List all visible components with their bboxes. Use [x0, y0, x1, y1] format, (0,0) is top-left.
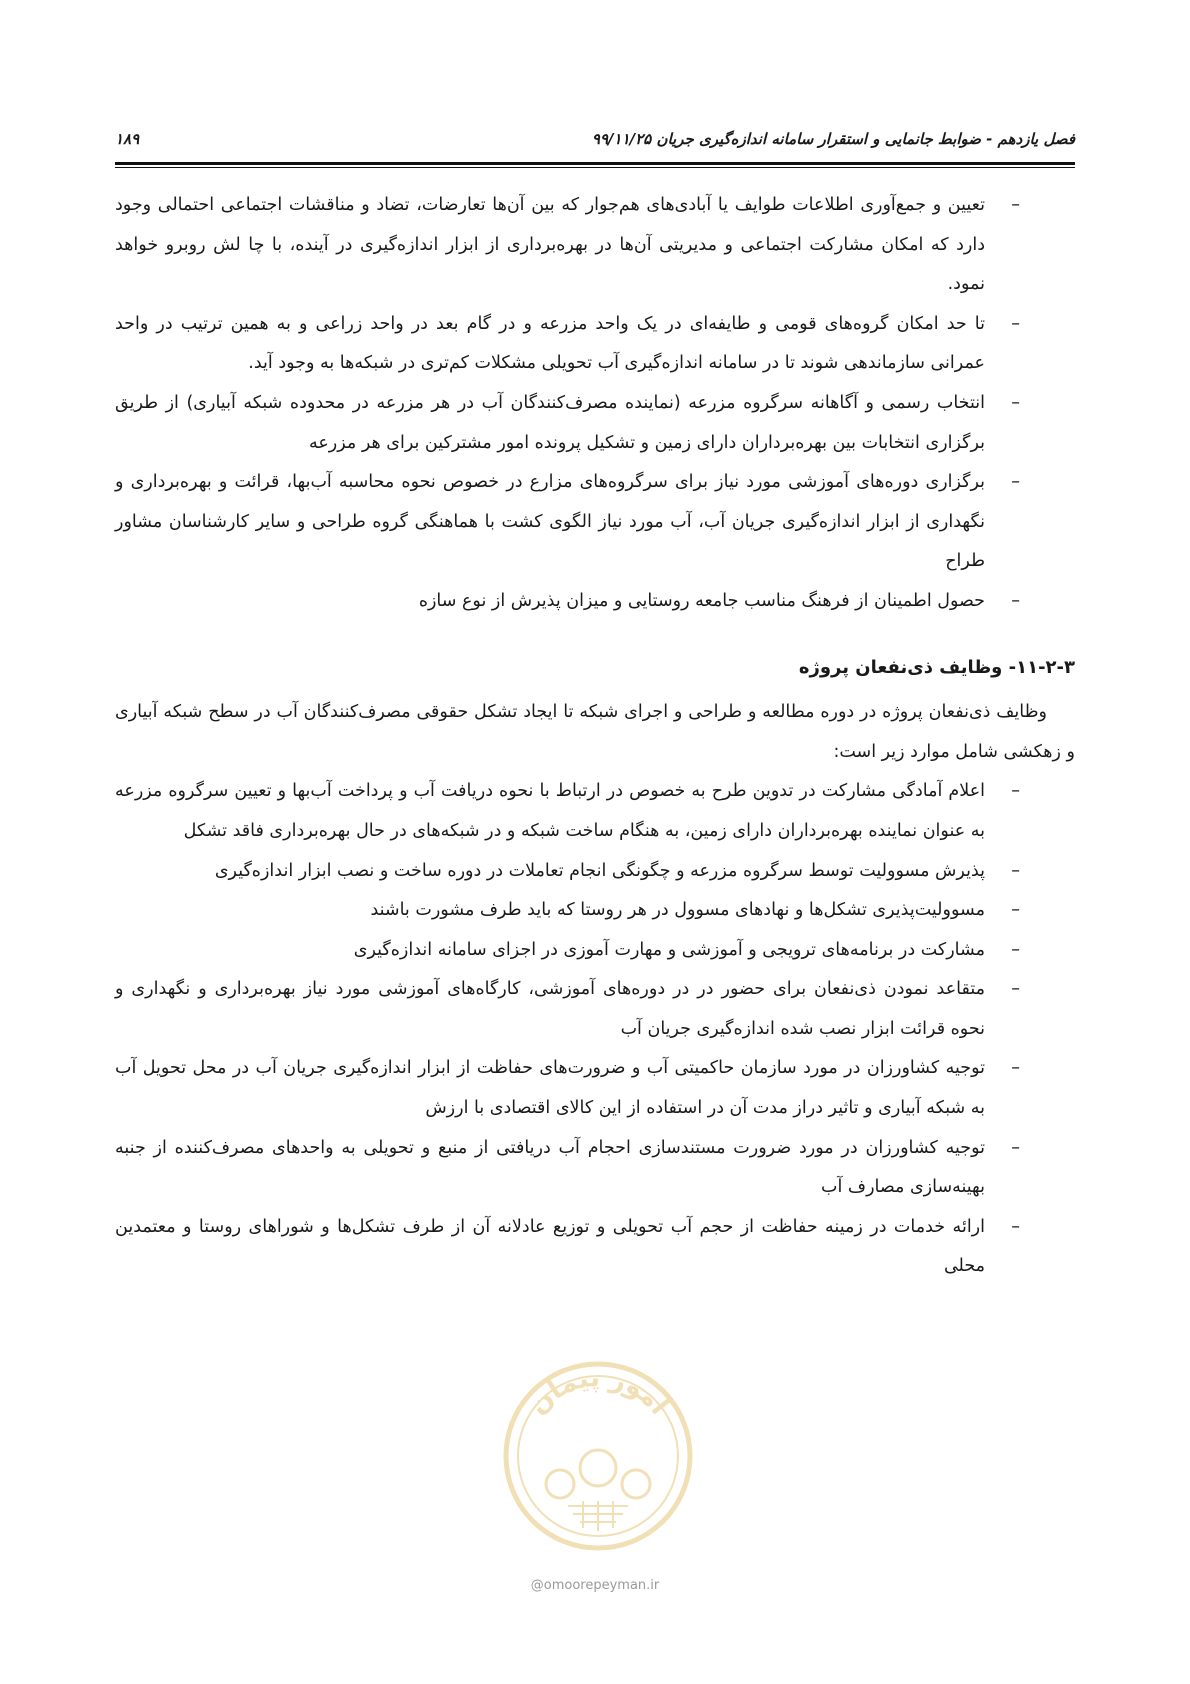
list-item-text: اعلام آمادگی مشارکت در تدوین طرح به خصوص در ارتباط با نحوه دریافت آب و پرداخت آب‌بها و تعیین سرگروه مزرعه به عنوان نماینده بهره‌برداران دارای زمین، به هنگام ساخت شبکه و در شبکه‌های در حال بهره‌برداری فاقد تشکل	[115, 781, 985, 841]
bullet-dash: –	[1011, 1216, 1020, 1237]
list-item	[115, 305, 1075, 384]
list-item-text: توجیه کشاورزان در مورد ضرورت مستندسازی احجام آب دریافتی از منبع و تحویلی به واحدهای مصرف‌کننده از جنبه بهینه‌سازی مصارف آب	[115, 1137, 985, 1198]
bullet-dash: –	[1011, 1058, 1020, 1079]
running-header	[115, 126, 1075, 156]
bullet-dash: –	[1011, 195, 1020, 215]
list-item-text: ارائه خدمات در زمینه حفاظت از حجم آب تحویلی و توزیع عادلانه آن از طرف تشکل‌ها و شوراهای روستا و معتمدین محلی	[115, 1216, 985, 1277]
bullet-dash: –	[1011, 900, 1020, 921]
site-url: @omoorepeyman.ir	[530, 1578, 660, 1593]
bullet-list-top	[115, 186, 1075, 622]
bullet-dash: –	[1011, 781, 1020, 802]
list-item	[115, 1129, 1075, 1208]
bullet-dash: –	[1011, 392, 1020, 413]
list-item-text: مسوولیت‌پذیری تشکل‌ها و نهادهای مسوول در هر روستا که باید طرف مشورت باشند	[370, 900, 985, 921]
list-item-text: انتخاب رسمی و آگاهانه سرگروه مزرعه (نماینده مصرف‌کنندگان آب در هر مزرعه در محدوده شبکه آبیاری) از طریق برگزاری انتخابات بین بهره‌برداران دارای زمین و تشکیل پرونده امور مشترکین برای هر مزرعه	[115, 392, 985, 453]
list-item-text: متقاعد نمودن ذی‌نفعان برای حضور در در دوره‌های آموزشی، کارگاه‌های آموزشی مورد نیاز بهره‌برداری و نگهداری و نحوه قرائت ابزار نصب شده اندازه‌گیری جریان آب	[115, 979, 985, 1039]
bullet-dash: –	[1011, 472, 1020, 493]
list-item	[115, 582, 1075, 622]
header-title: فصل یازدهم - ضوابط جانمایی و استقرار سامانه اندازه‌گیری جریان ۹۹/۱۱/۲۵	[591, 130, 1075, 148]
list-item	[115, 970, 1075, 1049]
list-item-text: تا حد امکان گروه‌های قومی و طایفه‌ای در یک واحد مزرعه و در گام بعد در واحد زراعی و به همین ترتیب در واحد عمرانی سازماندهی شوند تا در سامانه اندازه‌گیری آب تحویلی مشکلات کم‌تری در شبکه‌ها به وجود آید.	[115, 313, 985, 374]
list-item-text: تعیین و جمع‌آوری اطلاعات طوایف یا آبادی‌های هم‌جوار که بین آن‌ها تعارضات، تضاد و مناقشات اجتماعی احتمالی وجود دارد که امکان مشارکت اجتماعی و مدیریتی آن‌ها در بهره‌برداری از ابزار اندازه‌گیری در آینده، با چا لش روبرو خواهد نمود.	[115, 195, 985, 295]
list-item	[115, 772, 1075, 851]
list-item-text: مشارکت در برنامه‌های ترویجی و آموزشی و مهارت آموزی در اجزای سامانه اندازه‌گیری	[353, 939, 985, 960]
list-item-text: توجیه کشاورزان در مورد سازمان حاکمیتی آب و ضرورت‌های حفاظت از ابزار اندازه‌گیری جریان آب در محل تحویل آب به شبکه آبیاری و تاثیر دراز مدت آن در استفاده از این کالای اقتصادی با ارزش	[115, 1058, 985, 1119]
bullet-dash: –	[1011, 939, 1020, 960]
list-item	[115, 891, 1075, 931]
list-item	[115, 1208, 1075, 1287]
list-item-text: پذیرش مسوولیت توسط سرگروه مزرعه و چگونگی انجام تعاملات در دوره ساخت و نصب ابزار اندازه‌گیری	[214, 860, 985, 881]
list-item	[115, 463, 1075, 582]
bullet-dash: –	[1011, 590, 1020, 611]
watermark-text: امور پیمان	[523, 1362, 674, 1421]
bullet-list-bottom	[115, 772, 1075, 1287]
page-number: ۱۸۹	[115, 130, 140, 148]
list-item-text: برگزاری دوره‌های آموزشی مورد نیاز برای سرگروه‌های مزارع در خصوص نحوه محاسبه آب‌بها، قرائت و بهره‌برداری و نگهداری از ابزار اندازه‌گیری جریان آب، آب مورد نیاز الگوی کشت با هماهنگی گروه طراحی و سایر کارشناسان مشاور طراح	[115, 472, 985, 572]
list-item	[115, 186, 1075, 305]
section-intro: وظایف ذی‌نفعان پروژه در دوره مطالعه و طراحی و اجرای شبکه تا ایجاد تشکل حقوقی مصرف‌کنندگان آب در سطح شبکه آبیاری و زهکشی شامل موارد زیر است:	[115, 702, 1075, 762]
list-item	[115, 852, 1075, 892]
list-item	[115, 931, 1075, 971]
bullet-dash: –	[1011, 860, 1020, 881]
company-seal-icon	[498, 1356, 698, 1556]
list-item	[115, 384, 1075, 463]
header-rule	[115, 162, 1075, 165]
list-item	[115, 1049, 1075, 1128]
list-item-text: حصول اطمینان از فرهنگ مناسب جامعه روستایی و میزان پذیرش از نوع سازه	[418, 590, 985, 611]
bullet-dash: –	[1011, 979, 1020, 1000]
body-content	[115, 186, 1075, 1287]
section-heading: ۱۱-۲-۳- وظایف ذی‌نفعان پروژه	[798, 656, 1075, 678]
header-rule-thin	[115, 167, 1075, 168]
bullet-dash: –	[1011, 313, 1020, 334]
bullet-dash: –	[1011, 1137, 1020, 1158]
